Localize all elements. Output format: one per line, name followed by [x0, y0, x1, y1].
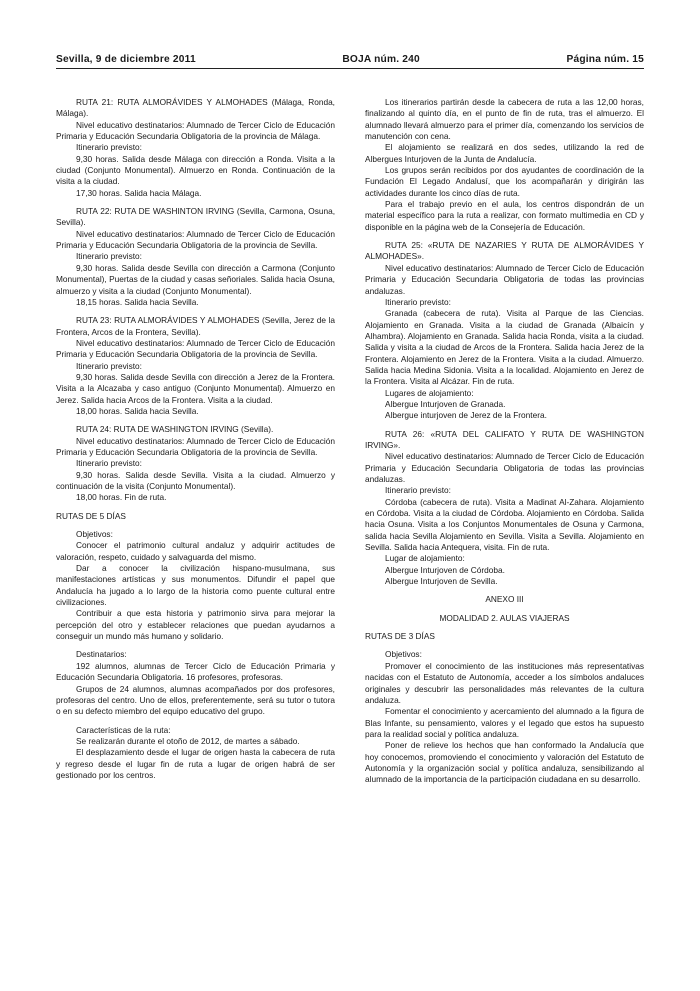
paragraph: Nivel educativo destinatarios: Alumnado de Tercer Ciclo de Educación Primaria y Educación Secundaria Obligatoria de todas las provincias andaluzas. — [365, 262, 644, 296]
paragraph: Características de la ruta: — [76, 724, 171, 735]
paragraph: Destinatarios: — [76, 649, 127, 660]
paragraph: Albergue inturjoven de Jerez de la Frontera. — [385, 410, 547, 421]
paragraph: ANEXO III — [485, 594, 524, 605]
paragraph: 9,30 horas. Salida desde Sevilla con dirección a Carmona (Conjunto Monumental), Puertas de la ciudad y casas señoriales. Salida hacia Osuna, almuerzo y visita a la ciudad (Conjunto Monumental). — [56, 262, 335, 296]
paragraph: Itinerario previsto: — [76, 360, 142, 371]
paragraph: RUTAS DE 3 DÍAS — [365, 631, 435, 642]
paragraph: Los itinerarios partirán desde la cabecera de ruta a las 12,00 horas, finalizando al quinto día, en el punto de fin de ruta, tras el almuerzo. El alumnado llevará almuerzo para el primer día, comenzando los servicios de manutención con cena. — [365, 97, 644, 142]
paragraph: Nivel educativo destinatarios: Alumnado de Tercer Ciclo de Educación Primaria y Educación Secundaria Obligatoria de la provincia de Sevilla. — [56, 435, 335, 457]
paragraph: 18,00 horas. Salida hacia Sevilla. — [76, 405, 199, 416]
paragraph: 18,15 horas. Salida hacia Sevilla. — [76, 296, 199, 307]
paragraph: Dar a conocer la civilización hispano-musulmana, sus manifestaciones artísticas y sus monumentos. Difundir el papel que Andalucía ha jugado a lo largo de la historia como puente cultural entre civilizaciones. — [56, 563, 335, 608]
paragraph: RUTA 23: RUTA ALMORÁVIDES Y ALMOHADES (Sevilla, Jerez de la Frontera, Arcos de la Frontera, Sevilla). — [56, 315, 335, 337]
paragraph: Albergue Inturjoven de Granada. — [385, 398, 506, 409]
paragraph: Itinerario previsto: — [76, 458, 142, 469]
paragraph: Fomentar el conocimiento y acercamiento del alumnado a la figura de Blas Infante, su pensamiento, valores y el legado que estos ha supuesto para la realidad social y política andaluza. — [365, 706, 644, 739]
paragraph: Nivel educativo destinatarios: Alumnado de Tercer Ciclo de Educación Primaria y Educación Secundaria Obligatoria de la provincia de Sevilla. — [56, 337, 335, 360]
paragraph: 9,30 horas. Salida desde Sevilla. Visita a la ciudad. Almuerzo y continuación de la visita (Conjunto Monumental). — [56, 469, 335, 491]
header-date: Sevilla, 9 de diciembre 2011 — [56, 54, 196, 65]
paragraph: Itinerario previsto: — [385, 485, 451, 496]
paragraph: 18,00 horas. Fin de ruta. — [76, 492, 167, 503]
paragraph: Conocer el patrimonio cultural andaluz y adquirir actitudes de valoración, respeto, cuidado y salvaguarda del mismo. — [56, 540, 335, 562]
paragraph: RUTAS DE 5 DÍAS — [56, 510, 126, 521]
paragraph: RUTA 22: RUTA DE WASHINTON IRVING (Sevilla, Carmona, Osuna, Sevilla). — [56, 206, 335, 228]
left-column — [56, 97, 335, 971]
paragraph: Contribuir a que esta historia y patrimonio sirva para mejorar la percepción del otro y establecer relaciones que puedan ayudarnos a conseguir un mundo más humano y solidario. — [56, 608, 335, 642]
header-page-number: Página núm. 15 — [566, 54, 644, 65]
page-header — [56, 47, 644, 69]
paragraph: RUTA 24: RUTA DE WASHINGTON IRVING (Sevilla). — [76, 424, 274, 435]
paragraph: 9,30 horas. Salida desde Sevilla con dirección a Jerez de la Frontera. Visita a la Alcazaba y caso antiguo (Conjunto Monumental). Almuerzo en Jerez. Salida hacia Arcos de la Frontera. Visita a la ciudad. — [56, 371, 335, 405]
paragraph: Itinerario previsto: — [385, 296, 451, 307]
paragraph: Albergue Inturjoven de Córdoba. — [385, 564, 505, 575]
paragraph: Objetivos: — [385, 649, 422, 660]
header-bulletin-number: BOJA núm. 240 — [342, 54, 420, 65]
paragraph: Lugar de alojamiento: — [385, 553, 465, 564]
paragraph: Nivel educativo destinatarios: Alumnado de Tercer Ciclo de Educación Primaria y Educación Secundaria Obligatoria de todas las provincias andaluzas. — [365, 451, 644, 484]
paragraph: Se realizarán durante el otoño de 2012, de martes a sábado. — [76, 735, 300, 746]
paragraph: Itinerario previsto: — [76, 251, 142, 262]
paragraph: Objetivos: — [76, 529, 113, 540]
paragraph: 192 alumnos, alumnas de Tercer Ciclo de Educación Primaria y Educación Secundaria Obligatoria. 16 profesores, profesoras. — [56, 660, 335, 683]
paragraph: 17,30 horas. Salida hacia Málaga. — [76, 187, 202, 198]
paragraph: Grupos de 24 alumnos, alumnas acompañados por dos profesores, profesoras del centro. Uno de ellos, preferentemente, será su tutor o tutora o en su defecto miembro del equipo educativo del grupo. — [56, 683, 335, 717]
paragraph: Albergue Inturjoven de Sevilla. — [385, 576, 498, 587]
paragraph: El desplazamiento desde el lugar de origen hasta la cabecera de ruta y regreso desde el lugar fin de ruta a lugar de origen habrá de ser gestionado por los centros. — [56, 747, 335, 780]
paragraph: El alojamiento se realizará en dos sedes, utilizando la red de Albergues Inturjoven de la Junta de Andalucía. — [365, 142, 644, 164]
paragraph: Los grupos serán recibidos por dos ayudantes de coordinación de la Fundación El Legado Andalusí, que los acompañarán y dirigirán las actividades durante los cinco días de ruta. — [365, 165, 644, 198]
paragraph: Itinerario previsto: — [76, 142, 142, 153]
paragraph: Nivel educativo destinatarios: Alumnado de Tercer Ciclo de Educación Primaria y Educación Secundaria Obligatoria de la provincia de Sevilla. — [56, 228, 335, 251]
text-columns — [56, 97, 644, 971]
paragraph: RUTA 21: RUTA ALMORÁVIDES Y ALMOHADES (Málaga, Ronda, Málaga). — [56, 97, 335, 119]
paragraph: Nivel educativo destinatarios: Alumnado de Tercer Ciclo de Educación Primaria y Educación Secundaria Obligatoria de la provincia de Málaga. — [56, 119, 335, 142]
paragraph: Poner de relieve los hechos que han conformado la Andalucía que hoy conocemos, promoviendo el conocimiento y valoración del Estatuto de Autonomía y la organización social y política andaluza, sensibilizando al alumnado de la importancia de la participación ciudadana en su desarrollo. — [365, 740, 644, 785]
paragraph: Para el trabajo previo en el aula, los centros dispondrán de un material específico para la ruta a realizar, con formato multimedia en CD y disponible en la página web de la Consejería de Educación. — [365, 199, 644, 232]
right-column — [365, 97, 644, 971]
paragraph: MODALIDAD 2. AULAS VIAJERAS — [439, 612, 570, 623]
paragraph: 9,30 horas. Salida desde Málaga con dirección a Ronda. Visita a la ciudad (Conjunto Monumental). Almuerzo en Ronda. Continuación de la visita a la ciudad. — [56, 153, 335, 187]
paragraph: Lugares de alojamiento: — [385, 387, 474, 398]
paragraph: Promover el conocimiento de las instituciones más representativas nacidas con el Estatuto de Autonomía, acceder a los símbolos andaluces originales y descubrir las personalidades más relevantes de la cultura andaluza. — [365, 660, 644, 705]
paragraph: RUTA 26: «RUTA DEL CALIFATO Y RUTA DE WASHINGTON IRVING». — [365, 428, 644, 450]
paragraph: Córdoba (cabecera de ruta). Visita a Madinat Al-Zahara. Alojamiento en Córdoba. Visita a la ciudad de Córdoba. Alojamiento en Córdoba. Salida hacia Osuna. Visita a los Conjuntos Monumentales de Osuna y Carmona, salida hacia Sevilla Alojamiento en Sevilla. Visita a Sevilla. Alojamiento en Sevilla. Salida hacia Antequera, visita. Fin de ruta. — [365, 496, 644, 553]
paragraph: Granada (cabecera de ruta). Visita al Parque de las Ciencias. Alojamiento en Granada. Visita a la ciudad de Granada (Albaicín y Alhambra). Alojamiento en Granada. Salida hacia Ronda, visita a la ciudad. Salida y visita a la ciudad de Arcos de la Frontera. Salida hacia Jerez de la Frontera. Alojamiento en Jerez de la Frontera. Visita a la ciudad. Almuerzo. Salida hacia Medina Sidonia. Visita a la localidad. Alojamiento en Jerez de la Frontera. Visita al Alcázar. Fin de ruta. — [365, 308, 644, 387]
paragraph: RUTA 25: «RUTA DE NAZARIES Y RUTA DE ALMORÁVIDES Y ALMOHADES». — [365, 240, 644, 262]
